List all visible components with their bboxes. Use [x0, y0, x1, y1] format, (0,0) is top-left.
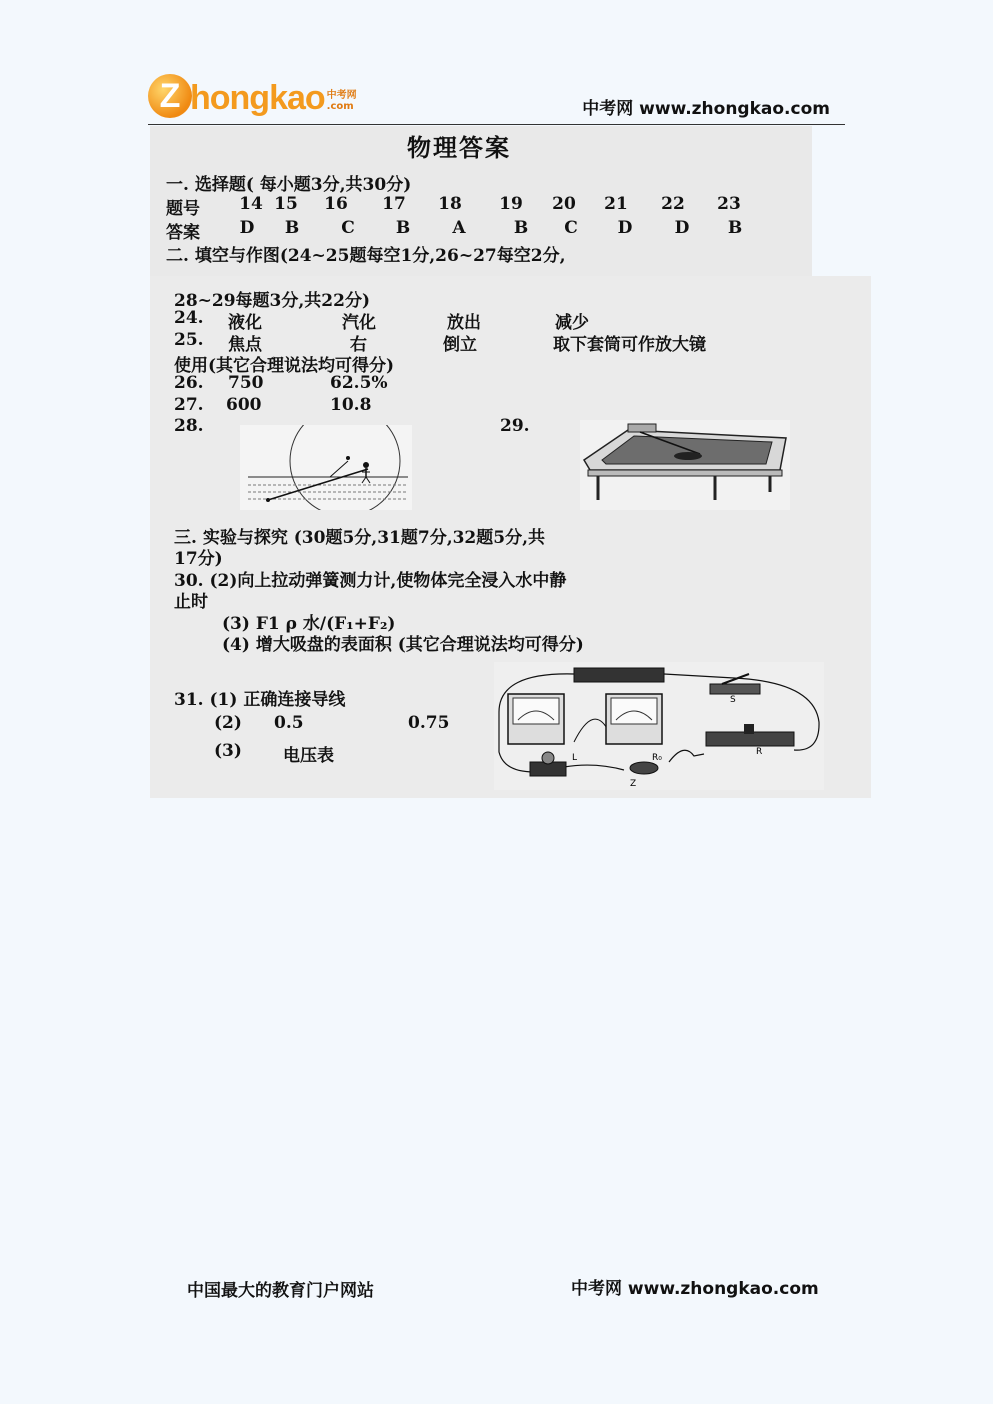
answers-row — [236, 218, 774, 238]
q28-optics-diagram — [240, 425, 412, 510]
q30-line2: 止时 — [174, 592, 208, 612]
section3-heading-line2: 17分) — [174, 549, 223, 569]
q24-answer-2: 汽化 — [342, 313, 376, 333]
zhongkao-logo[interactable] — [148, 68, 357, 118]
answer-letter: B — [727, 218, 743, 238]
question-number: 15 — [274, 194, 298, 214]
logo-small-bottom: .com — [326, 101, 354, 112]
q25-answer-4: 取下套筒可作放大镜 — [553, 335, 706, 355]
q31-part2-value-b: 0.75 — [408, 713, 450, 733]
logo-small-text — [327, 90, 357, 112]
q27-answer-1: 600 — [226, 395, 262, 415]
question-number: 14 — [239, 194, 263, 214]
q24-answer-3: 放出 — [447, 313, 481, 333]
q25-line2: 使用(其它合理说法均可得分) — [174, 356, 395, 376]
answer-letter: B — [284, 218, 300, 238]
q31-part2-value-a: 0.5 — [274, 713, 304, 733]
q27-number: 27. — [174, 395, 204, 415]
answer-letter: D — [617, 218, 633, 238]
question-number: 18 — [438, 194, 462, 214]
question-number: 23 — [717, 194, 741, 214]
answer-letter: D — [674, 218, 690, 238]
q26-answer-1: 750 — [228, 373, 264, 393]
numbers-row — [236, 194, 760, 214]
question-number: 20 — [552, 194, 576, 214]
header-divider — [148, 124, 845, 125]
q27-answer-2: 10.8 — [330, 395, 372, 415]
footer-site-label[interactable]: 中考网 www.zhongkao.com — [571, 1279, 819, 1299]
question-number: 17 — [382, 194, 406, 214]
logo-small-top: 中考网 — [326, 90, 357, 101]
q30-part4: (4) 增大吸盘的表面积 (其它合理说法均可得分) — [222, 635, 584, 655]
q28-label: 28. — [174, 416, 204, 436]
answer-letter: B — [395, 218, 411, 238]
section3-heading-line1: 三. 实验与探究 (30题5分,31题7分,32题5分,共 — [174, 528, 546, 548]
answer-letter: D — [239, 218, 255, 238]
answer-letter: B — [513, 218, 529, 238]
q31-circuit-diagram — [494, 662, 824, 790]
answer-letter: C — [564, 218, 578, 238]
q25-number: 25. — [174, 330, 204, 350]
q25-answer-1: 焦点 — [228, 335, 262, 355]
page-title: 物理答案 — [407, 133, 511, 162]
question-number: 21 — [604, 194, 628, 214]
numbers-row-label: 题号 — [166, 199, 200, 219]
bulb-label: L — [572, 753, 578, 763]
q31-part2-label: (2) — [214, 713, 242, 733]
section2-heading-line1: 二. 填空与作图(24~25题每空1分,26~27每空2分, — [166, 246, 566, 266]
q31-part3-label: (3) — [214, 741, 242, 761]
q25-answer-3: 倒立 — [443, 335, 477, 355]
q30-line1: 30. (2)向上拉动弹簧测力计,使物体完全浸入水中静 — [174, 571, 567, 591]
answer-letter: C — [341, 218, 355, 238]
resistor-label: R₀ — [652, 753, 662, 763]
q29-label: 29. — [500, 416, 530, 436]
section2-heading-line2: 28~29每题3分,共22分) — [174, 291, 371, 311]
answers-row-label: 答案 — [166, 223, 200, 243]
q31-part1: 31. (1) 正确连接导线 — [174, 690, 346, 710]
question-number: 19 — [499, 194, 523, 214]
rheostat-label: R — [756, 747, 763, 757]
logo-letter: Z — [148, 74, 192, 118]
q26-answer-2: 62.5% — [330, 373, 388, 393]
question-number: 22 — [661, 194, 685, 214]
header-site-label[interactable]: 中考网 www.zhongkao.com — [582, 99, 830, 119]
q30-part3: (3) F1 ρ 水/(F₁+F₂) — [222, 614, 396, 634]
z-label: Z — [630, 779, 637, 789]
q24-answer-1: 液化 — [228, 313, 262, 333]
q24-number: 24. — [174, 308, 204, 328]
switch-label: S — [730, 695, 736, 705]
footer-slogan: 中国最大的教育门户网站 — [187, 1281, 374, 1301]
q26-number: 26. — [174, 373, 204, 393]
section1-heading: 一. 选择题( 每小题3分,共30分) — [166, 175, 412, 195]
q29-tray-diagram — [580, 420, 790, 510]
question-number: 16 — [324, 194, 348, 214]
logo-text: hongkao — [190, 79, 325, 117]
answer-letter: A — [452, 218, 466, 238]
q25-answer-2: 右 — [350, 335, 367, 355]
q24-answer-4: 减少 — [555, 313, 589, 333]
q31-part3-value: 电压表 — [283, 746, 334, 766]
